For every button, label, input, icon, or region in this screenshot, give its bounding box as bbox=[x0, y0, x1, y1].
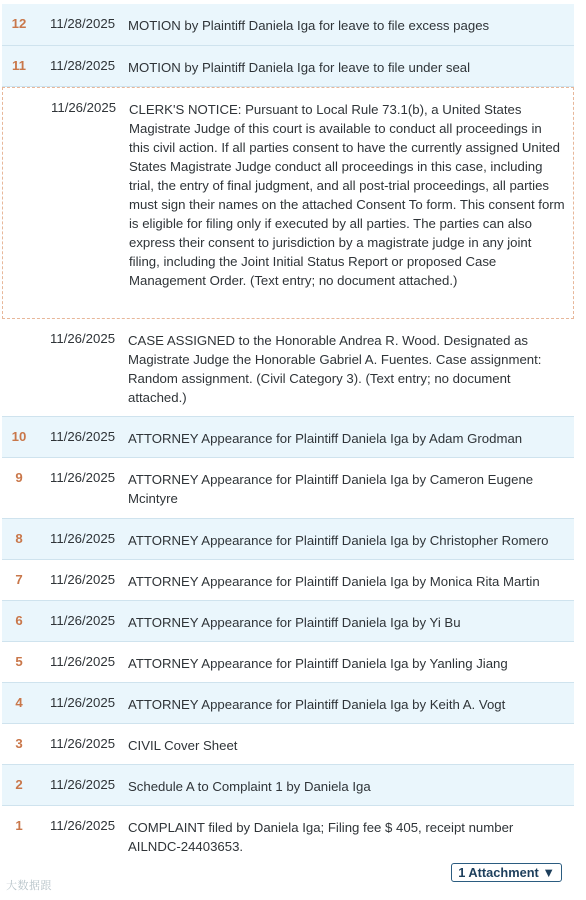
entry-description: ATTORNEY Appearance for Plaintiff Daniela Iga by Monica Rita Martin bbox=[128, 574, 540, 589]
entry-description: Schedule A to Complaint 1 by Daniela Iga bbox=[128, 779, 371, 794]
entry-date: 11/28/2025 bbox=[50, 58, 116, 73]
entry-description: CASE ASSIGNED to the Honorable Andrea R. Wood. Designated as Magistrate Judge the Honorable Gabriel A. Fuentes. Case assignment: Random assignment. (Civil Category 3). (Text entry; no document attached.) bbox=[128, 333, 542, 405]
entry-number[interactable]: 11 bbox=[12, 58, 26, 73]
docket-list bbox=[2, 4, 574, 888]
entry-number[interactable]: 7 bbox=[15, 572, 23, 587]
entry-date: 11/26/2025 bbox=[50, 429, 116, 444]
entry-description: ATTORNEY Appearance for Plaintiff Daniela Iga by Yanling Jiang bbox=[128, 656, 508, 671]
entry-date: 11/26/2025 bbox=[50, 572, 116, 587]
docket-row bbox=[2, 765, 574, 806]
entry-date: 11/26/2025 bbox=[50, 470, 116, 485]
entry-description: CIVIL Cover Sheet bbox=[128, 738, 238, 753]
entry-description: MOTION by Plaintiff Daniela Iga for leave to file excess pages bbox=[128, 18, 490, 33]
entry-number[interactable]: 10 bbox=[11, 429, 27, 444]
entry-number[interactable]: 12 bbox=[11, 16, 27, 31]
entry-date: 11/26/2025 bbox=[50, 531, 116, 546]
docket-row bbox=[2, 724, 574, 765]
docket-row bbox=[2, 683, 574, 724]
entry-description: ATTORNEY Appearance for Plaintiff Daniela Iga by Christopher Romero bbox=[128, 533, 549, 548]
docket-row bbox=[2, 4, 574, 46]
entry-number[interactable]: 9 bbox=[15, 470, 23, 485]
entry-date: 11/26/2025 bbox=[50, 695, 116, 710]
entry-date: 11/26/2025 bbox=[50, 818, 116, 833]
entry-description: CLERK'S NOTICE: Pursuant to Local Rule 73.1(b), a United States Magistrate Judge of this court is available to conduct all proceedings in this civil action. If all parties consent to have the currently assigned United States Magistrate Judge conduct all proceedings in this case, including trial, the entry of final judgment, and all post-trial proceedings, all parties must sign their names on the attached Consent To form. This consent form is eligible for filing only if executed by all parties. The parties can also express their consent to jurisdiction by a magistrate judge in any joint filing, including the Joint Initial Status Report or proposed Case Management Order. (Text entry; no document attached.) bbox=[129, 102, 565, 288]
docket-row bbox=[2, 560, 574, 601]
watermark: 大数据跟 bbox=[6, 880, 52, 892]
entry-number[interactable]: 1 bbox=[15, 818, 23, 833]
docket-row bbox=[2, 46, 574, 87]
attachment-dropdown-button[interactable]: 1 Attachment ▼ bbox=[451, 863, 562, 882]
docket-row bbox=[2, 601, 574, 642]
entry-number[interactable]: 3 bbox=[15, 736, 23, 751]
entry-number[interactable]: 6 bbox=[15, 613, 23, 628]
entry-date: 11/26/2025 bbox=[50, 736, 116, 751]
entry-description: COMPLAINT filed by Daniela Iga; Filing fee $ 405, receipt number AILNDC-24403653. bbox=[128, 820, 514, 854]
docket-row bbox=[2, 87, 574, 319]
entry-number[interactable]: 8 bbox=[15, 531, 23, 546]
docket-row bbox=[2, 458, 574, 519]
entry-description: ATTORNEY Appearance for Plaintiff Daniela Iga by Keith A. Vogt bbox=[128, 697, 506, 712]
entry-description: MOTION by Plaintiff Daniela Iga for leave to file under seal bbox=[128, 60, 471, 75]
entry-description: ATTORNEY Appearance for Plaintiff Daniela Iga by Cameron Eugene Mcintyre bbox=[128, 472, 534, 506]
docket-row bbox=[2, 642, 574, 683]
entry-description: ATTORNEY Appearance for Plaintiff Daniela Iga by Yi Bu bbox=[128, 615, 461, 630]
docket-row bbox=[2, 417, 574, 458]
entry-date: 11/28/2025 bbox=[50, 16, 116, 31]
entry-date: 11/26/2025 bbox=[50, 331, 116, 346]
docket-row bbox=[2, 519, 574, 560]
docket-row bbox=[2, 806, 574, 888]
entry-date: 11/26/2025 bbox=[50, 654, 116, 669]
entry-description: ATTORNEY Appearance for Plaintiff Daniela Iga by Adam Grodman bbox=[128, 431, 523, 446]
entry-date: 11/26/2025 bbox=[50, 777, 116, 792]
entry-date: 11/26/2025 bbox=[51, 100, 117, 115]
entry-number[interactable]: 4 bbox=[15, 695, 23, 710]
entry-number[interactable]: 2 bbox=[15, 777, 23, 792]
entry-date: 11/26/2025 bbox=[50, 613, 116, 628]
docket-row bbox=[2, 319, 574, 417]
entry-number[interactable]: 5 bbox=[15, 654, 23, 669]
